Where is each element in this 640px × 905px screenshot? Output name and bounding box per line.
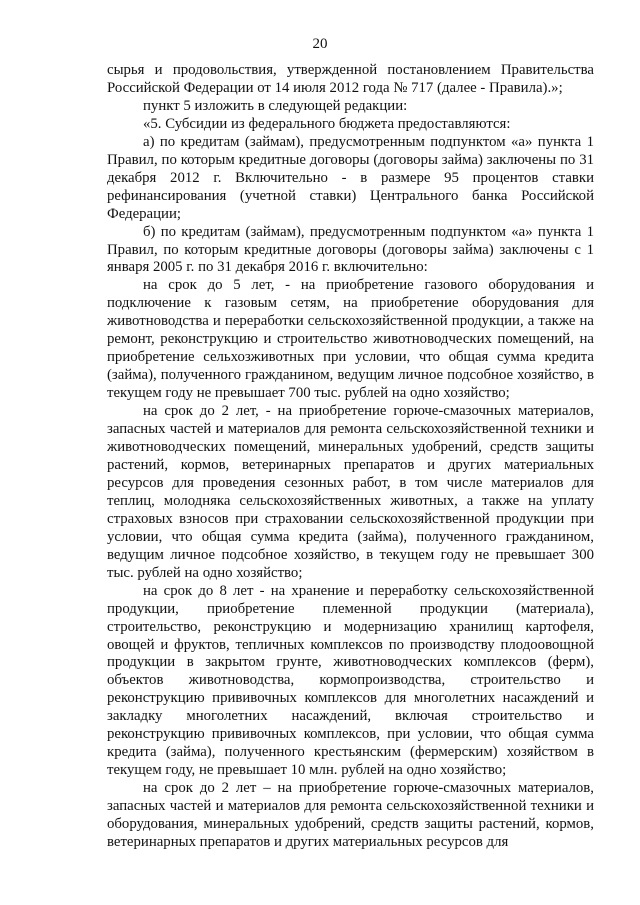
- paragraph-term-2-years-farm: на срок до 2 лет – на приобретение горюче-смазочных материалов, запасных частей и материалов для ремонта сельскохозяйственной техники и оборудования, минеральных удобрений, средств защиты растений, кормов, ветеринарных препаратов и других материальных ресурсов для: [107, 780, 594, 850]
- document-body: [107, 62, 594, 852]
- page-number: 20: [312, 36, 328, 52]
- paragraph-clause-5: «5. Субсидии из федерального бюджета предоставляются:: [143, 115, 511, 132]
- paragraph-subclause-b: б) по кредитам (займам), предусмотренным подпунктом «а» пункта 1 Правил, по которым кредитные договоры (договоры займа) заключены с 1 января 2005 г. по 31 декабря 2016 г. включительно:: [107, 223, 594, 276]
- paragraph-subclause-a: а) по кредитам (займам), предусмотренным подпунктом «а» пункта 1 Правил, по которым кредитные договоры (договоры займа) заключены по 31 декабря 2012 г. Включительно - в размере 95 процентов ставки рефинансирования (учетной ставки) Центрального банка Российской Федерации;: [107, 133, 594, 222]
- paragraph-continuation: сырья и продовольствия, утвержденной постановлением Правительства Российской Федерации от 14 июля 2012 года № 717 (далее - Правила).»;: [107, 62, 594, 96]
- paragraph-term-8-years: на срок до 8 лет - на хранение и переработку сельскохозяйственной продукции, приобретение племенной продукции (материала), строительство, реконструкцию и модернизацию хранилищ картофеля, овощей и фруктов, тепличных комплексов по производству плодоовощной продукции в закрытом грунте, животноводческих комплексов (ферм), объектов животноводства, кормопроизводства, строительство и реконструкцию прививочных комплексов для многолетних насаждений и закладку многолетних насаждений, включая строительство и реконструкцию прививочных комплексов, при условии, что общая сумма кредита (займа), полученного крестьянским (фермерским) хозяйством в текущем году, не превышает 10 млн. рублей на одно хозяйство;: [107, 582, 594, 779]
- paragraph-term-2-years: на срок до 2 лет, - на приобретение горюче-смазочных материалов, запасных частей и материалов для ремонта сельскохозяйственной техники и животноводческих помещений, минеральных удобрений, средств защиты растений, кормов, ветеринарных препаратов и других материальных ресурсов для проведения сезонных работ, в том числе материалов для теплиц, молодняка сельскохозяйственных животных, а также на уплату страховых взносов при страховании сельскохозяйственной продукции при условии, что общая сумма кредита (займа), полученного гражданином, ведущим личное подсобное хозяйство, в текущем году не превышает 300 тыс. рублей на одно хозяйство;: [107, 403, 594, 581]
- paragraph-term-5-years: на срок до 5 лет, - на приобретение газового оборудования и подключение к газовым сетям, на приобретение оборудования для животноводства и переработки сельскохозяйственной продукции, а также на ремонт, реконструкцию и строительство животноводческих помещений, на приобретение сельхозживотных при условии, что общая сумма кредита (займа), полученного гражданином, ведущим личное подсобное хозяйство, в текущем году не превышает 700 тыс. рублей на одно хозяйство;: [107, 277, 594, 402]
- paragraph-amendment-intro: пункт 5 изложить в следующей редакции:: [143, 97, 408, 114]
